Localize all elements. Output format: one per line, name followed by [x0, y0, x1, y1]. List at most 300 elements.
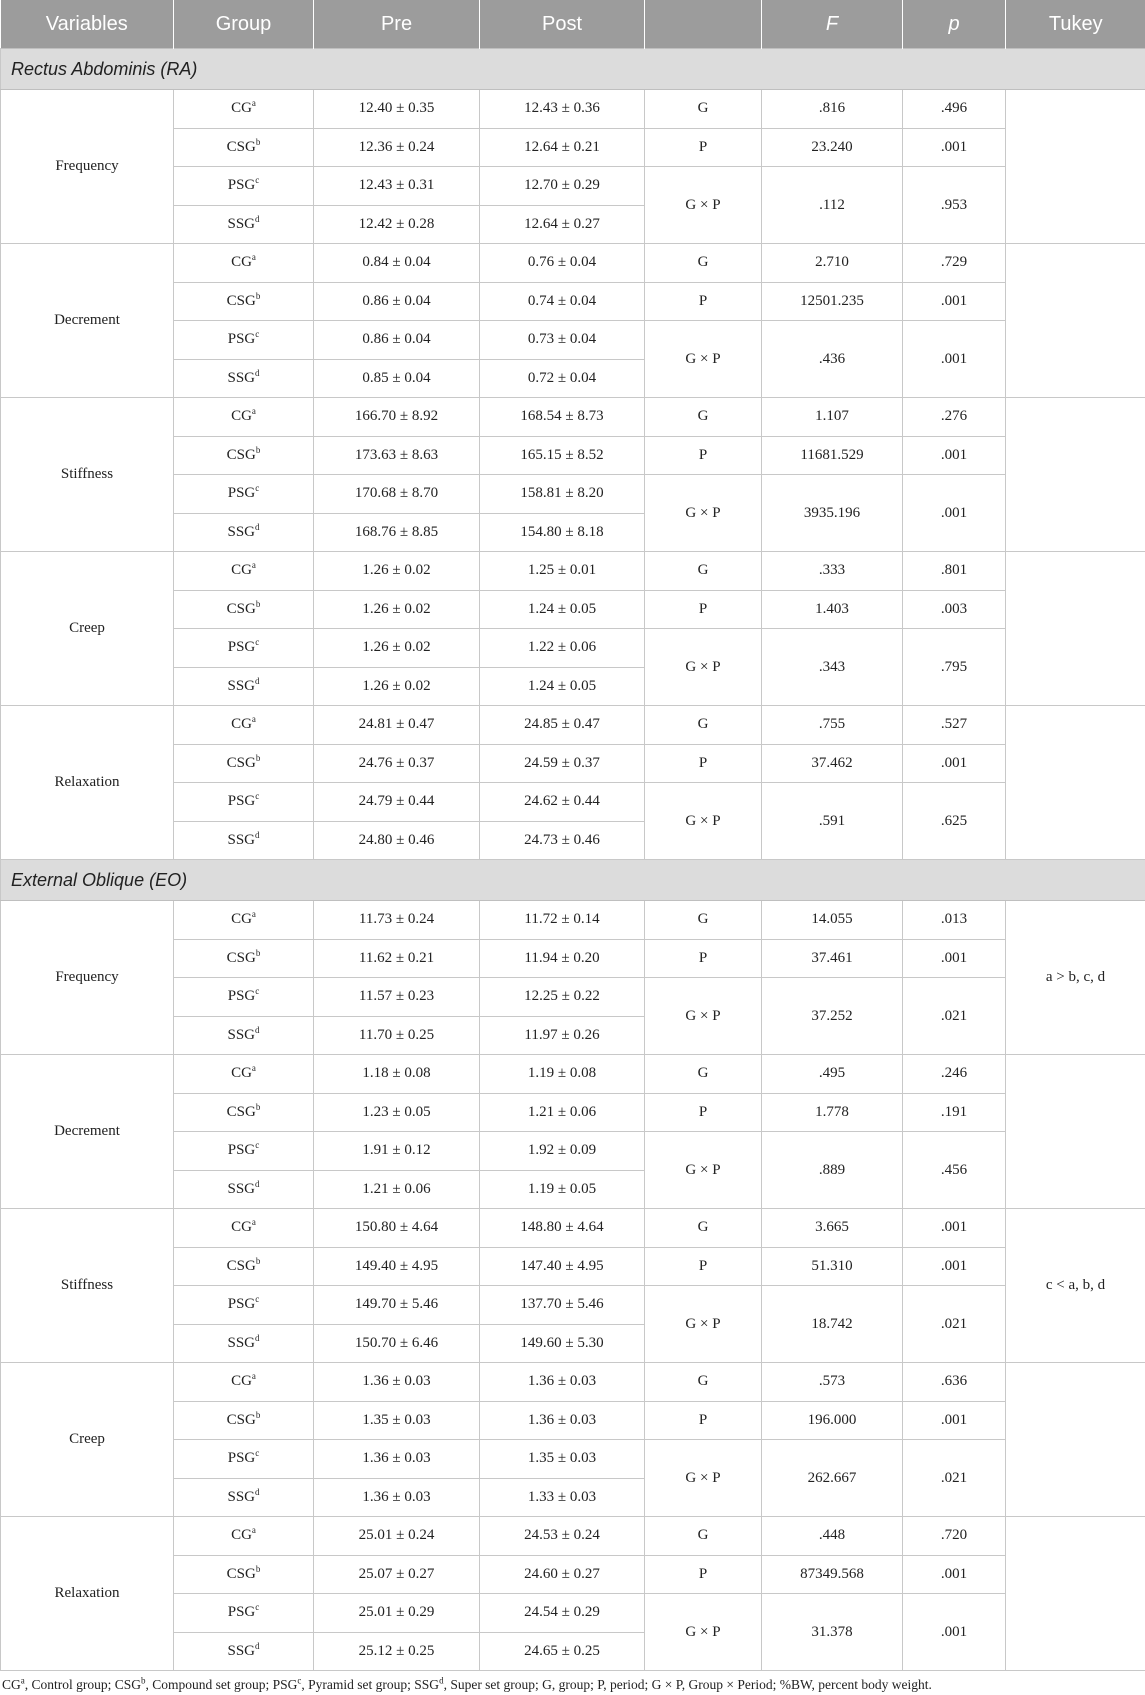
post-value: 1.33 ± 0.03 [480, 1478, 645, 1517]
post-value: 1.19 ± 0.08 [480, 1055, 645, 1094]
section-row [1, 860, 1145, 901]
table-row [1, 706, 1145, 745]
effect-label: P [645, 744, 762, 783]
p-value: .636 [903, 1363, 1006, 1402]
group-superscript: c [255, 1294, 260, 1305]
post-value: 1.36 ± 0.03 [480, 1401, 645, 1440]
group-superscript: d [255, 675, 260, 686]
pre-value: 1.26 ± 0.02 [314, 667, 480, 706]
post-value: 137.70 ± 5.46 [480, 1286, 645, 1325]
footnote-text: , Control group; CSG [24, 1677, 142, 1692]
pre-value: 11.70 ± 0.25 [314, 1016, 480, 1055]
f-value: 3935.196 [762, 475, 903, 552]
tukey-result: c < a, b, d [1006, 1209, 1145, 1363]
group-label: CSG [226, 1411, 256, 1428]
group-superscript: a [251, 1063, 256, 1074]
pre-value: 1.35 ± 0.03 [314, 1401, 480, 1440]
pre-value: 150.70 ± 6.46 [314, 1324, 480, 1363]
group-cell [174, 978, 314, 1017]
p-value: .001 [903, 475, 1006, 552]
post-value: 24.73 ± 0.46 [480, 821, 645, 860]
group-label: CG [231, 1527, 252, 1544]
group-cell [174, 1517, 314, 1556]
p-value: .001 [903, 128, 1006, 167]
group-cell [174, 901, 314, 940]
group-superscript: a [251, 406, 256, 417]
table-row [1, 90, 1145, 129]
header-group: Group [174, 0, 314, 49]
pre-value: 1.26 ± 0.02 [314, 590, 480, 629]
post-value: 11.94 ± 0.20 [480, 939, 645, 978]
group-cell [174, 1132, 314, 1171]
variable-name: Frequency [1, 901, 174, 1055]
p-value: .191 [903, 1093, 1006, 1132]
group-label: CG [231, 408, 252, 425]
group-superscript: a [251, 1371, 256, 1382]
p-value: .001 [903, 744, 1006, 783]
post-value: 24.62 ± 0.44 [480, 783, 645, 822]
group-cell [174, 128, 314, 167]
group-cell [174, 167, 314, 206]
effect-label: P [645, 939, 762, 978]
group-label: PSG [227, 1450, 256, 1467]
post-value: 1.92 ± 0.09 [480, 1132, 645, 1171]
f-value: 31.378 [762, 1594, 903, 1671]
footnote-text: CG [2, 1677, 21, 1692]
post-value: 12.25 ± 0.22 [480, 978, 645, 1017]
effect-label: G [645, 706, 762, 745]
pre-value: 12.40 ± 0.35 [314, 90, 480, 129]
group-label: SSG [227, 1488, 256, 1505]
group-superscript: d [255, 1024, 260, 1035]
group-cell [174, 321, 314, 360]
p-value: .729 [903, 244, 1006, 283]
group-superscript: c [255, 1602, 260, 1613]
group-superscript: d [255, 1332, 260, 1343]
pre-value: 25.01 ± 0.24 [314, 1517, 480, 1556]
group-superscript: a [251, 252, 256, 263]
group-superscript: a [251, 560, 256, 571]
f-value: .448 [762, 1517, 903, 1556]
f-value: 1.778 [762, 1093, 903, 1132]
table-row [1, 1517, 1145, 1556]
post-value: 0.76 ± 0.04 [480, 244, 645, 283]
post-value: 12.70 ± 0.29 [480, 167, 645, 206]
group-superscript: b [255, 1563, 261, 1574]
effect-label: G [645, 90, 762, 129]
post-value: 147.40 ± 4.95 [480, 1247, 645, 1286]
p-value: .021 [903, 1440, 1006, 1517]
p-value: .021 [903, 978, 1006, 1055]
table-footnote [0, 1671, 1145, 1693]
footnote-superscript: a [20, 1675, 25, 1686]
header-pre: Pre [314, 0, 480, 49]
group-label: CSG [226, 1257, 256, 1274]
p-value: .001 [903, 321, 1006, 398]
variable-name: Stiffness [1, 1209, 174, 1363]
pre-value: 24.80 ± 0.46 [314, 821, 480, 860]
group-label: CG [231, 1065, 252, 1082]
f-value: 37.462 [762, 744, 903, 783]
post-value: 1.21 ± 0.06 [480, 1093, 645, 1132]
group-label: PSG [227, 639, 256, 656]
p-value: .001 [903, 1209, 1006, 1248]
group-label: CG [231, 1219, 252, 1236]
f-value: 1.107 [762, 398, 903, 437]
group-cell [174, 1209, 314, 1248]
p-value: .021 [903, 1286, 1006, 1363]
post-value: 11.97 ± 0.26 [480, 1016, 645, 1055]
pre-value: 1.91 ± 0.12 [314, 1132, 480, 1171]
p-value: .953 [903, 167, 1006, 244]
post-value: 165.15 ± 8.52 [480, 436, 645, 475]
variable-name: Frequency [1, 90, 174, 244]
pre-value: 150.80 ± 4.64 [314, 1209, 480, 1248]
post-value: 148.80 ± 4.64 [480, 1209, 645, 1248]
pre-value: 149.70 ± 5.46 [314, 1286, 480, 1325]
pre-value: 1.23 ± 0.05 [314, 1093, 480, 1132]
group-label: SSG [227, 1180, 256, 1197]
post-value: 12.43 ± 0.36 [480, 90, 645, 129]
post-value: 168.54 ± 8.73 [480, 398, 645, 437]
group-cell [174, 706, 314, 745]
f-value: 14.055 [762, 901, 903, 940]
group-label: SSG [227, 677, 256, 694]
post-value: 149.60 ± 5.30 [480, 1324, 645, 1363]
post-value: 1.36 ± 0.03 [480, 1363, 645, 1402]
effect-label: G [645, 1209, 762, 1248]
post-value: 1.22 ± 0.06 [480, 629, 645, 668]
effect-label: G × P [645, 629, 762, 706]
post-value: 24.65 ± 0.25 [480, 1632, 645, 1671]
footnote-superscript: b [141, 1675, 146, 1686]
f-value: .436 [762, 321, 903, 398]
group-label: PSG [227, 1604, 256, 1621]
effect-label: G × P [645, 978, 762, 1055]
table-row [1, 901, 1145, 940]
f-value: 1.403 [762, 590, 903, 629]
group-cell [174, 939, 314, 978]
table-row [1, 552, 1145, 591]
group-label: SSG [227, 831, 256, 848]
pre-value: 25.12 ± 0.25 [314, 1632, 480, 1671]
group-label: SSG [227, 1642, 256, 1659]
effect-label: G × P [645, 783, 762, 860]
group-cell [174, 1594, 314, 1633]
post-value: 1.24 ± 0.05 [480, 590, 645, 629]
post-value: 24.85 ± 0.47 [480, 706, 645, 745]
pre-value: 173.63 ± 8.63 [314, 436, 480, 475]
group-cell [174, 1401, 314, 1440]
tukey-result [1006, 1517, 1145, 1671]
variable-name: Relaxation [1, 1517, 174, 1671]
group-label: CSG [226, 1103, 256, 1120]
table-header [1, 0, 1145, 49]
header-tukey: Tukey [1006, 0, 1145, 49]
footnote-text: , Super set group; G, group; P, period; G × P, Group × Period; %BW, percent body weight. [443, 1677, 932, 1692]
pre-value: 25.01 ± 0.29 [314, 1594, 480, 1633]
post-value: 1.35 ± 0.03 [480, 1440, 645, 1479]
tukey-result [1006, 706, 1145, 860]
footnote-text: , Compound set group; PSG [145, 1677, 298, 1692]
post-value: 12.64 ± 0.27 [480, 205, 645, 244]
f-value: .495 [762, 1055, 903, 1094]
group-superscript: b [255, 598, 261, 609]
effect-label: P [645, 1247, 762, 1286]
pre-value: 170.68 ± 8.70 [314, 475, 480, 514]
pre-value: 11.62 ± 0.21 [314, 939, 480, 978]
variable-name: Relaxation [1, 706, 174, 860]
group-label: SSG [227, 215, 256, 232]
group-cell [174, 90, 314, 129]
p-value: .001 [903, 1401, 1006, 1440]
group-cell [174, 1555, 314, 1594]
table-row [1, 244, 1145, 283]
variable-name: Stiffness [1, 398, 174, 552]
post-value: 12.64 ± 0.21 [480, 128, 645, 167]
variable-name: Decrement [1, 244, 174, 398]
group-cell [174, 1286, 314, 1325]
effect-label: G × P [645, 167, 762, 244]
p-value: .456 [903, 1132, 1006, 1209]
group-cell [174, 1170, 314, 1209]
group-cell [174, 821, 314, 860]
group-superscript: b [255, 1255, 261, 1266]
section-title: Rectus Abdominis (RA) [1, 49, 1145, 90]
group-label: SSG [227, 523, 256, 540]
post-value: 1.19 ± 0.05 [480, 1170, 645, 1209]
group-superscript: a [251, 98, 256, 109]
table-body [1, 49, 1145, 1671]
effect-label: G [645, 1363, 762, 1402]
group-label: SSG [227, 1026, 256, 1043]
effect-label: P [645, 282, 762, 321]
tukey-result [1006, 398, 1145, 552]
post-value: 1.24 ± 0.05 [480, 667, 645, 706]
group-cell [174, 629, 314, 668]
pre-value: 0.84 ± 0.04 [314, 244, 480, 283]
p-value: .003 [903, 590, 1006, 629]
pre-value: 11.57 ± 0.23 [314, 978, 480, 1017]
p-value: .001 [903, 436, 1006, 475]
p-value: .276 [903, 398, 1006, 437]
group-superscript: c [255, 1448, 260, 1459]
pre-value: 1.26 ± 0.02 [314, 629, 480, 668]
effect-label: P [645, 128, 762, 167]
f-value: 51.310 [762, 1247, 903, 1286]
group-cell [174, 552, 314, 591]
pre-value: 0.86 ± 0.04 [314, 282, 480, 321]
header-p: p [903, 0, 1006, 49]
group-label: CG [231, 562, 252, 579]
p-value: .001 [903, 1555, 1006, 1594]
tukey-result [1006, 1055, 1145, 1209]
p-value: .001 [903, 939, 1006, 978]
group-superscript: b [255, 752, 261, 763]
group-label: CSG [226, 292, 256, 309]
group-label: PSG [227, 177, 256, 194]
effect-label: G [645, 398, 762, 437]
post-value: 24.59 ± 0.37 [480, 744, 645, 783]
group-cell [174, 359, 314, 398]
post-value: 24.53 ± 0.24 [480, 1517, 645, 1556]
p-value: .001 [903, 1247, 1006, 1286]
p-value: .001 [903, 1594, 1006, 1671]
footnote-superscript: c [297, 1675, 302, 1686]
post-value: 0.74 ± 0.04 [480, 282, 645, 321]
group-superscript: c [255, 175, 260, 186]
f-value: 18.742 [762, 1286, 903, 1363]
f-value: 3.665 [762, 1209, 903, 1248]
pre-value: 168.76 ± 8.85 [314, 513, 480, 552]
group-label: CG [231, 100, 252, 117]
group-cell [174, 744, 314, 783]
group-cell [174, 244, 314, 283]
pre-value: 25.07 ± 0.27 [314, 1555, 480, 1594]
group-superscript: d [255, 1640, 260, 1651]
pre-value: 1.36 ± 0.03 [314, 1478, 480, 1517]
footnote-superscript: d [439, 1675, 444, 1686]
f-value: 87349.568 [762, 1555, 903, 1594]
group-superscript: a [251, 1525, 256, 1536]
p-value: .496 [903, 90, 1006, 129]
group-cell [174, 398, 314, 437]
post-value: 24.54 ± 0.29 [480, 1594, 645, 1633]
effect-label: G [645, 901, 762, 940]
tukey-result [1006, 90, 1145, 244]
group-superscript: a [251, 1217, 256, 1228]
group-label: CG [231, 911, 252, 928]
pre-value: 166.70 ± 8.92 [314, 398, 480, 437]
section-title: External Oblique (EO) [1, 860, 1145, 901]
pre-value: 1.21 ± 0.06 [314, 1170, 480, 1209]
group-label: SSG [227, 369, 256, 386]
effect-label: P [645, 1401, 762, 1440]
group-cell [174, 1363, 314, 1402]
effect-label: G [645, 244, 762, 283]
effect-label: P [645, 590, 762, 629]
pre-value: 24.81 ± 0.47 [314, 706, 480, 745]
p-value: .001 [903, 282, 1006, 321]
tukey-result [1006, 244, 1145, 398]
header-effect [645, 0, 762, 49]
f-value: 262.667 [762, 1440, 903, 1517]
f-value: 196.000 [762, 1401, 903, 1440]
group-cell [174, 783, 314, 822]
pre-value: 1.36 ± 0.03 [314, 1440, 480, 1479]
group-cell [174, 475, 314, 514]
post-value: 1.25 ± 0.01 [480, 552, 645, 591]
post-value: 0.72 ± 0.04 [480, 359, 645, 398]
header-post: Post [480, 0, 645, 49]
group-label: PSG [227, 331, 256, 348]
group-label: PSG [227, 485, 256, 502]
variable-name: Creep [1, 1363, 174, 1517]
post-value: 24.60 ± 0.27 [480, 1555, 645, 1594]
effect-label: G × P [645, 321, 762, 398]
group-label: CG [231, 1373, 252, 1390]
group-superscript: a [251, 714, 256, 725]
p-value: .795 [903, 629, 1006, 706]
header-row [1, 0, 1145, 49]
group-label: CG [231, 254, 252, 271]
f-value: .889 [762, 1132, 903, 1209]
group-superscript: c [255, 791, 260, 802]
tukey-result [1006, 552, 1145, 706]
f-value: .816 [762, 90, 903, 129]
f-value: .343 [762, 629, 903, 706]
pre-value: 1.36 ± 0.03 [314, 1363, 480, 1402]
p-value: .013 [903, 901, 1006, 940]
effect-label: G × P [645, 1440, 762, 1517]
group-cell [174, 1440, 314, 1479]
group-label: CG [231, 716, 252, 733]
effect-label: G × P [645, 1132, 762, 1209]
group-cell [174, 1093, 314, 1132]
group-cell [174, 1247, 314, 1286]
group-cell [174, 513, 314, 552]
effect-label: G [645, 552, 762, 591]
group-label: CSG [226, 138, 256, 155]
group-superscript: b [255, 444, 261, 455]
f-value: 2.710 [762, 244, 903, 283]
group-superscript: c [255, 483, 260, 494]
post-value: 158.81 ± 8.20 [480, 475, 645, 514]
effect-label: G × P [645, 1286, 762, 1363]
effect-label: P [645, 1093, 762, 1132]
pre-value: 24.79 ± 0.44 [314, 783, 480, 822]
pre-value: 1.26 ± 0.02 [314, 552, 480, 591]
group-superscript: c [255, 329, 260, 340]
table-row [1, 398, 1145, 437]
group-superscript: a [251, 909, 256, 920]
header-variables: Variables [1, 0, 174, 49]
group-cell [174, 590, 314, 629]
f-value: 37.461 [762, 939, 903, 978]
effect-label: P [645, 1555, 762, 1594]
group-cell [174, 282, 314, 321]
pre-value: 0.86 ± 0.04 [314, 321, 480, 360]
effect-label: G [645, 1517, 762, 1556]
f-value: 11681.529 [762, 436, 903, 475]
footnote-text: , Pyramid set group; SSG [301, 1677, 440, 1692]
f-value: .755 [762, 706, 903, 745]
group-superscript: b [255, 1101, 261, 1112]
group-superscript: c [255, 637, 260, 648]
group-superscript: c [255, 1140, 260, 1151]
effect-label: P [645, 436, 762, 475]
pre-value: 1.18 ± 0.08 [314, 1055, 480, 1094]
post-value: 11.72 ± 0.14 [480, 901, 645, 940]
p-value: .801 [903, 552, 1006, 591]
group-cell [174, 667, 314, 706]
group-cell [174, 1478, 314, 1517]
variable-name: Creep [1, 552, 174, 706]
pre-value: 149.40 ± 4.95 [314, 1247, 480, 1286]
header-f: F [762, 0, 903, 49]
table-row [1, 1363, 1145, 1402]
tukey-result [1006, 1363, 1145, 1517]
group-superscript: d [255, 521, 260, 532]
variable-name: Decrement [1, 1055, 174, 1209]
group-label: PSG [227, 793, 256, 810]
pre-value: 12.43 ± 0.31 [314, 167, 480, 206]
group-label: CSG [226, 600, 256, 617]
p-value: .246 [903, 1055, 1006, 1094]
f-value: .333 [762, 552, 903, 591]
f-value: 12501.235 [762, 282, 903, 321]
f-value: 37.252 [762, 978, 903, 1055]
